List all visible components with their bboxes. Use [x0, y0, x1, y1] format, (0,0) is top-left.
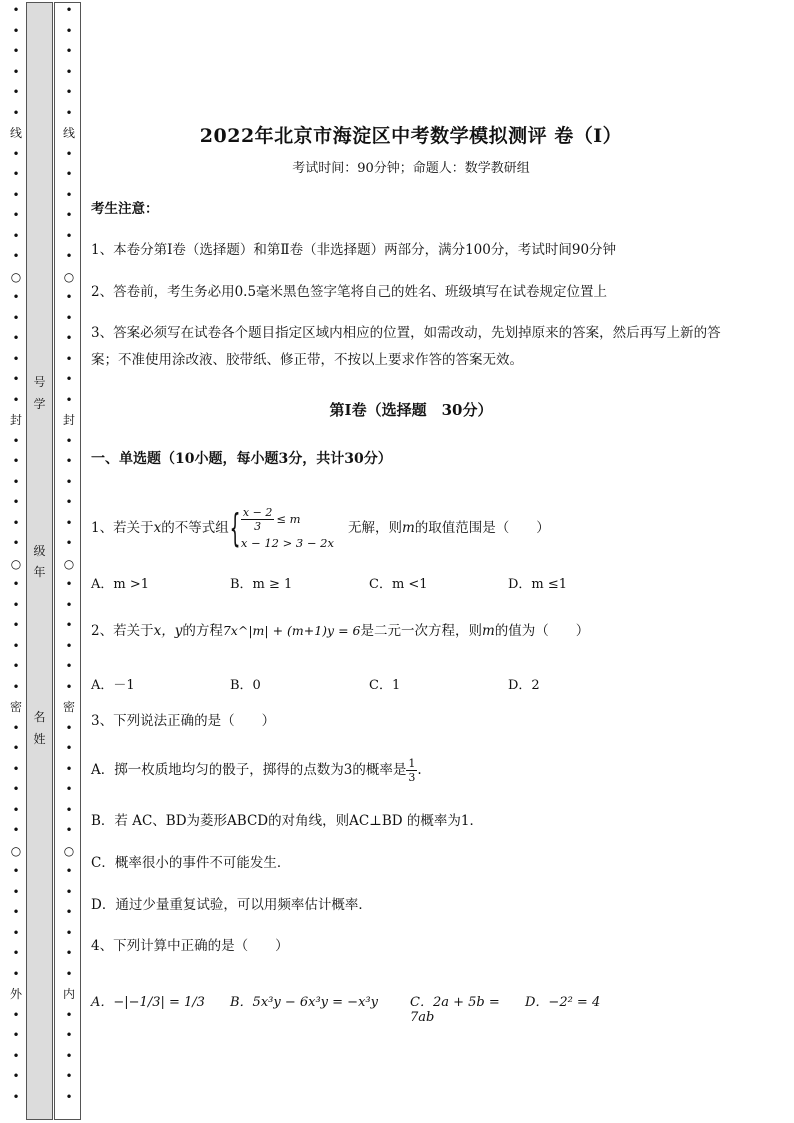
- binding-dot: •: [12, 454, 20, 468]
- binding-dot: •: [12, 782, 20, 796]
- binding-dot: •: [12, 679, 20, 694]
- binding-dot: •: [65, 946, 73, 960]
- binding-dot: •: [12, 208, 20, 222]
- binding-mark: 密: [62, 700, 75, 714]
- binding-dot: •: [12, 187, 20, 202]
- q1-mid: 的不等式组: [161, 520, 229, 536]
- binding-dot: •: [12, 1048, 20, 1063]
- exam-title: 2022年北京市海淀区中考数学模拟测评 卷（Ⅰ）: [199, 125, 623, 147]
- binding-dot: •: [12, 1089, 20, 1104]
- binding-strip: [26, 2, 53, 1120]
- q3-option-d: D．通过少量重复试验，可以用频率估计概率．: [91, 897, 372, 913]
- binding-dot: •: [65, 905, 73, 919]
- binding-dot: •: [65, 228, 73, 243]
- binding-dot: •: [65, 105, 73, 120]
- q2-text-a: 2、若关于: [91, 623, 154, 639]
- binding-mark: ○: [10, 556, 22, 571]
- binding-dot: •: [65, 1069, 73, 1083]
- binding-dot: •: [12, 495, 20, 509]
- binding-dot: •: [65, 351, 73, 366]
- q2-equation: 7x^|m| + (m+1)y = 6: [222, 623, 361, 638]
- binding-mark: ○: [10, 269, 22, 284]
- binding-dot: •: [12, 146, 20, 161]
- binding-mark: 密: [9, 700, 22, 714]
- q1-option-b: B．m ≥ 1: [230, 577, 293, 592]
- binding-mark: 外: [9, 987, 22, 1001]
- outer-dot-column: [9, 0, 23, 1107]
- q2-text-b: 的方程: [182, 623, 223, 639]
- q1-suffix: 无解，则: [347, 520, 402, 536]
- binding-dot: •: [65, 536, 73, 550]
- q2-text-c: 是二元一次方程，则: [360, 623, 482, 639]
- q1-options: [91, 573, 647, 592]
- binding-dot: •: [65, 64, 73, 79]
- q2-option-b: B．0: [230, 678, 261, 693]
- binding-dot: •: [12, 1028, 20, 1042]
- q3-option-c: C．概率很小的事件不可能发生．: [91, 855, 291, 871]
- binding-dot: •: [65, 966, 73, 981]
- q2-vars: x，y: [153, 623, 183, 639]
- q1-option-c: C．m <1: [369, 577, 428, 592]
- binding-mark: ○: [63, 556, 75, 571]
- q1-option-a: A．m >1: [91, 577, 150, 592]
- strip-label-ming: 名: [33, 710, 46, 724]
- binding-dot: •: [65, 823, 73, 837]
- binding-dot: •: [65, 577, 73, 591]
- q4-option-d: D．−2² = 4: [525, 995, 601, 1010]
- q1-var2: m: [401, 520, 415, 536]
- binding-dot: •: [12, 85, 20, 99]
- q3-option-a-text: A．掷一枚质地均匀的骰子，掷得的点数为3的概率是: [91, 762, 407, 778]
- binding-dot: •: [12, 331, 20, 345]
- inner-dot-column: [62, 0, 76, 1107]
- binding-dot: •: [12, 884, 20, 899]
- binding-dot: •: [12, 290, 20, 304]
- q1-system: [241, 506, 334, 550]
- q3-option-a: [91, 757, 751, 784]
- binding-dot: •: [12, 741, 20, 755]
- q2-option-c: C．1: [369, 678, 401, 693]
- binding-dot: •: [65, 290, 73, 304]
- binding-dot: •: [12, 249, 20, 263]
- binding-dot: •: [12, 515, 20, 530]
- binding-dot: •: [65, 638, 73, 653]
- binding-dot: •: [65, 1028, 73, 1042]
- binding-mark: ○: [63, 269, 75, 284]
- q3-a-num: 1: [408, 757, 416, 770]
- binding-dot: •: [65, 1007, 73, 1022]
- binding-dot: •: [12, 228, 20, 243]
- exam-subtitle: 考试时间：90分钟；命题人：数学教研组: [292, 161, 530, 176]
- notice-heading: 考生注意：: [91, 201, 159, 217]
- binding-dot: •: [65, 679, 73, 694]
- q1-ineq2: x − 12 > 3 − 2x: [240, 536, 334, 550]
- binding-dot: •: [65, 249, 73, 263]
- binding-dot: •: [65, 310, 73, 325]
- question-4: 4、下列计算中正确的是（ ）: [91, 938, 289, 954]
- binding-dot: •: [12, 946, 20, 960]
- binding-dot: •: [65, 372, 73, 386]
- q4-options: [91, 991, 664, 1025]
- q2-option-a: A．－1: [91, 678, 135, 693]
- q2-var: m: [481, 623, 495, 639]
- binding-dot: •: [12, 1069, 20, 1083]
- q1-option-d: D．m ≤1: [508, 577, 568, 592]
- notice-item-2: 2、答卷前，考生务必用0.5毫米黑色签字笔将自己的姓名、班级填写在试卷规定位置上: [91, 284, 608, 300]
- q4-option-c: C．2a + 5b = 7ab: [410, 995, 500, 1025]
- binding-dot: •: [65, 433, 73, 448]
- binding-dot: •: [65, 1048, 73, 1063]
- q1-ineq1-rest: ≤ m: [276, 512, 301, 526]
- q1-var: x: [153, 520, 162, 536]
- binding-dot: •: [65, 208, 73, 222]
- q3-a-end: .: [417, 762, 422, 778]
- binding-dot: •: [12, 638, 20, 653]
- binding-dot: •: [65, 741, 73, 755]
- question-1: [91, 506, 751, 550]
- binding-dot: •: [12, 474, 20, 489]
- binding-mark: 封: [62, 413, 75, 427]
- binding-mark: 封: [9, 413, 22, 427]
- binding-dot: •: [12, 720, 20, 735]
- binding-mark: 线: [62, 126, 75, 140]
- binding-dot: •: [65, 23, 73, 38]
- notice-item-1: 1、本卷分第I卷（选择题）和第Ⅱ卷（非选择题）两部分，满分100分，考试时间90分钟: [91, 242, 617, 258]
- binding-dot: •: [65, 925, 73, 940]
- binding-dot: •: [12, 577, 20, 591]
- binding-dot: •: [12, 823, 20, 837]
- binding-mark: ○: [10, 843, 22, 858]
- binding-dot: •: [12, 3, 20, 17]
- binding-dot: •: [65, 454, 73, 468]
- q1-ineq1-num: x − 2: [242, 506, 273, 519]
- q1-ineq1-den: 3: [254, 520, 262, 533]
- section-title: 第Ⅰ卷（选择题 30分）: [329, 401, 493, 419]
- binding-dot: •: [12, 372, 20, 386]
- binding-dot: •: [65, 864, 73, 878]
- binding-dot: •: [12, 905, 20, 919]
- binding-dot: •: [12, 925, 20, 940]
- strip-label-hao: 号: [33, 375, 46, 389]
- q3-a-den: 3: [408, 771, 416, 784]
- binding-dot: •: [65, 720, 73, 735]
- binding-dot: •: [65, 495, 73, 509]
- strip-label-nian: 年: [33, 565, 46, 579]
- q4-option-b: B．5x³y − 6x³y = −x³y: [230, 995, 378, 1010]
- binding-dot: •: [65, 187, 73, 202]
- binding-dot: •: [12, 802, 20, 817]
- question-2: [91, 617, 751, 645]
- binding-dot: •: [65, 1089, 73, 1104]
- q3-option-b: B．若 AC、BD为菱形ABCD的对角线，则AC⊥BD 的概率为1．: [91, 813, 484, 829]
- binding-dot: •: [12, 966, 20, 981]
- binding-dot: •: [65, 44, 73, 58]
- binding-dot: •: [12, 23, 20, 38]
- binding-mark: ○: [63, 843, 75, 858]
- binding-dot: •: [12, 351, 20, 366]
- binding-dot: •: [12, 105, 20, 120]
- strip-label-ji: 级: [33, 544, 46, 558]
- binding-dot: •: [12, 597, 20, 612]
- binding-dot: •: [65, 167, 73, 181]
- binding-dot: •: [65, 884, 73, 899]
- part-title: 一、单选题（10小题，每小题3分，共计30分）: [91, 451, 392, 467]
- binding-dot: •: [65, 782, 73, 796]
- binding-dot: •: [12, 392, 20, 407]
- strip-label-xue: 学: [33, 397, 46, 411]
- binding-dot: •: [65, 392, 73, 407]
- q2-options: [91, 674, 647, 693]
- binding-dot: •: [65, 802, 73, 817]
- binding-dot: •: [12, 310, 20, 325]
- strip-label-xing: 姓: [33, 732, 46, 746]
- notice-item-3: 3、答案必须写在试卷各个题目指定区域内相应的位置，如需改动，先划掉原来的答案，然后再写上新的答案；不准使用涂改液、胶带纸、修正带，不按以上要求作答的答案无效。: [91, 325, 721, 368]
- q2-option-d: D．2: [508, 678, 540, 693]
- binding-dot: •: [65, 618, 73, 632]
- binding-dot: •: [12, 536, 20, 550]
- binding-dot: •: [12, 761, 20, 776]
- q4-option-a: A．−|−1/3| = 1/3: [91, 995, 205, 1010]
- binding-dot: •: [65, 659, 73, 673]
- binding-dot: •: [65, 597, 73, 612]
- binding-dot: •: [12, 618, 20, 632]
- binding-dot: •: [12, 864, 20, 878]
- q1-prefix: 1、若关于: [91, 520, 154, 536]
- binding-dot: •: [12, 44, 20, 58]
- binding-dot: •: [12, 64, 20, 79]
- binding-mark: 内: [62, 987, 75, 1001]
- binding-dot: •: [12, 659, 20, 673]
- binding-dot: •: [12, 1007, 20, 1022]
- binding-dot: •: [65, 474, 73, 489]
- q1-brace: {: [229, 506, 241, 550]
- binding-mark: 线: [9, 126, 22, 140]
- q2-text-d: 的值为（ ）: [494, 623, 590, 639]
- binding-dot: •: [65, 3, 73, 17]
- binding-dot: •: [65, 761, 73, 776]
- binding-dot: •: [65, 331, 73, 345]
- q1-suffix2: 的取值范围是（ ）: [414, 520, 550, 536]
- binding-dot: •: [12, 167, 20, 181]
- binding-dot: •: [65, 85, 73, 99]
- binding-dot: •: [65, 515, 73, 530]
- binding-dot: •: [12, 433, 20, 448]
- binding-dot: •: [65, 146, 73, 161]
- question-3: 3、下列说法正确的是（ ）: [91, 713, 276, 729]
